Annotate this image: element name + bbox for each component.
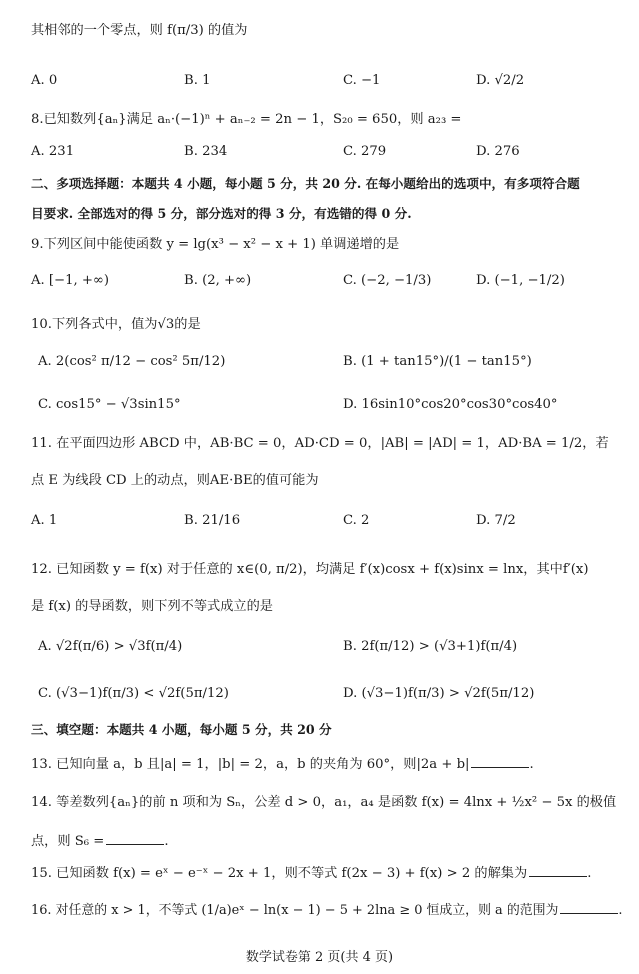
q13-stem: 13. 已知向量 a，b 且|a| = 1，|b| = 2，a，b 的夹角为 60°，则|2a + b| [31, 757, 470, 772]
q14-end: . [164, 834, 169, 849]
q9-option-a: A. [−1, +∞) [31, 273, 110, 288]
q8-option-c: C. 279 [343, 144, 387, 159]
q8-option-b: B. 234 [184, 144, 228, 159]
page-footer: 数学试卷第 2 页(共 4 页) [245, 950, 394, 965]
section2-header-line1: 二、多项选择题：本题共 4 小题，每小题 5 分，共 20 分. 在每小题给出的选项中，有多项符合题 [31, 176, 580, 191]
q11-option-c: C. 2 [343, 513, 370, 528]
q16-stem: 16. 对任意的 x > 1，不等式 (1/a)eˣ − ln(x − 1) − 5 + 2lna ≥ 0 恒成立，则 a 的范围为 [31, 903, 559, 918]
q15-answer-blank [529, 866, 587, 877]
q12-option-d: D. (√3−1)f(π/3) > √2f(5π/12) [343, 686, 535, 701]
q12-option-a: A. √2f(π/6) > √3f(π/4) [38, 639, 183, 654]
q10-option-c: C. cos15° − √3sin15° [38, 397, 181, 412]
q12-option-b: B. 2f(π/12) > (√3+1)f(π/4) [343, 639, 518, 654]
q13-end: . [529, 757, 534, 772]
q9-option-d: D. (−1, −1/2) [476, 273, 565, 288]
q16-end: . [618, 903, 623, 918]
q12-stem-line1: 12. 已知函数 y = f(x) 对于任意的 x∈(0, π/2)，均满足 f′(x)cosx + f(x)sinx = lnx，其中f′(x) [31, 562, 589, 577]
q16-answer-blank [560, 903, 618, 914]
section2-header-line2: 目要求. 全部选对的得 5 分，部分选对的得 3 分，有选错的得 0 分. [31, 206, 412, 221]
q8-stem: 8.已知数列{aₙ}满足 aₙ·(−1)ⁿ + aₙ₋₂ = 2n − 1，S₂₀ = 650，则 a₂₃ = [31, 112, 462, 127]
q14-line2-text: 点，则 S₆ = [31, 834, 105, 849]
q8-option-d: D. 276 [476, 144, 520, 159]
q10-option-b: B. (1 + tan15°)/(1 − tan15°) [343, 354, 532, 369]
q15-text [31, 866, 591, 880]
q10-stem: 10.下列各式中，值为√3的是 [31, 317, 201, 332]
q11-option-a: A. 1 [31, 513, 58, 528]
q12-stem-line2: 是 f(x) 的导函数，则下列不等式成立的是 [31, 599, 273, 614]
q7-option-a: A. 0 [31, 73, 58, 88]
q10-option-a: A. 2(cos² π/12 − cos² 5π/12) [38, 354, 226, 369]
q13-answer-blank [471, 757, 529, 768]
q16-text [31, 903, 623, 918]
q7-option-c: C. −1 [343, 73, 381, 88]
q14-stem-line2 [31, 834, 169, 848]
q7-continuation: 其相邻的一个零点，则 f(π/3) 的值为 [31, 23, 248, 38]
q15-stem: 15. 已知函数 f(x) = eˣ − e⁻ˣ − 2x + 1，则不等式 f(2x − 3) + f(x) > 2 的解集为 [31, 866, 528, 881]
q15-end: . [587, 866, 592, 881]
q11-option-b: B. 21/16 [184, 513, 241, 528]
q13-text [31, 757, 534, 771]
section3-header: 三、填空题：本题共 4 小题，每小题 5 分，共 20 分 [31, 722, 332, 737]
q9-stem: 9.下列区间中能使函数 y = lg(x³ − x² − x + 1) 单调递增的是 [31, 237, 400, 252]
q11-option-d: D. 7/2 [476, 513, 516, 528]
q7-option-d: D. √2/2 [476, 73, 525, 88]
q14-answer-blank [106, 834, 164, 845]
q9-option-b: B. (2, +∞) [184, 273, 252, 288]
q11-stem-line1: 11. 在平面四边形 ABCD 中，AB·BC = 0，AD·CD = 0，|AB| = |AD| = 1，AD·BA = 1/2，若 [31, 436, 609, 451]
q10-option-d: D. 16sin10°cos20°cos30°cos40° [343, 397, 558, 412]
q11-stem-line2: 点 E 为线段 CD 上的动点，则AE·BE的值可能为 [31, 473, 319, 488]
q7-option-b: B. 1 [184, 73, 211, 88]
q14-stem-line1: 14. 等差数列{aₙ}的前 n 项和为 Sₙ，公差 d > 0，a₁，a₄ 是函数 f(x) = 4lnx + ½x² − 5x 的极值 [31, 795, 617, 810]
q8-option-a: A. 231 [31, 144, 75, 159]
q12-option-c: C. (√3−1)f(π/3) < √2f(5π/12) [38, 686, 229, 701]
q9-option-c: C. (−2, −1/3) [343, 273, 432, 288]
